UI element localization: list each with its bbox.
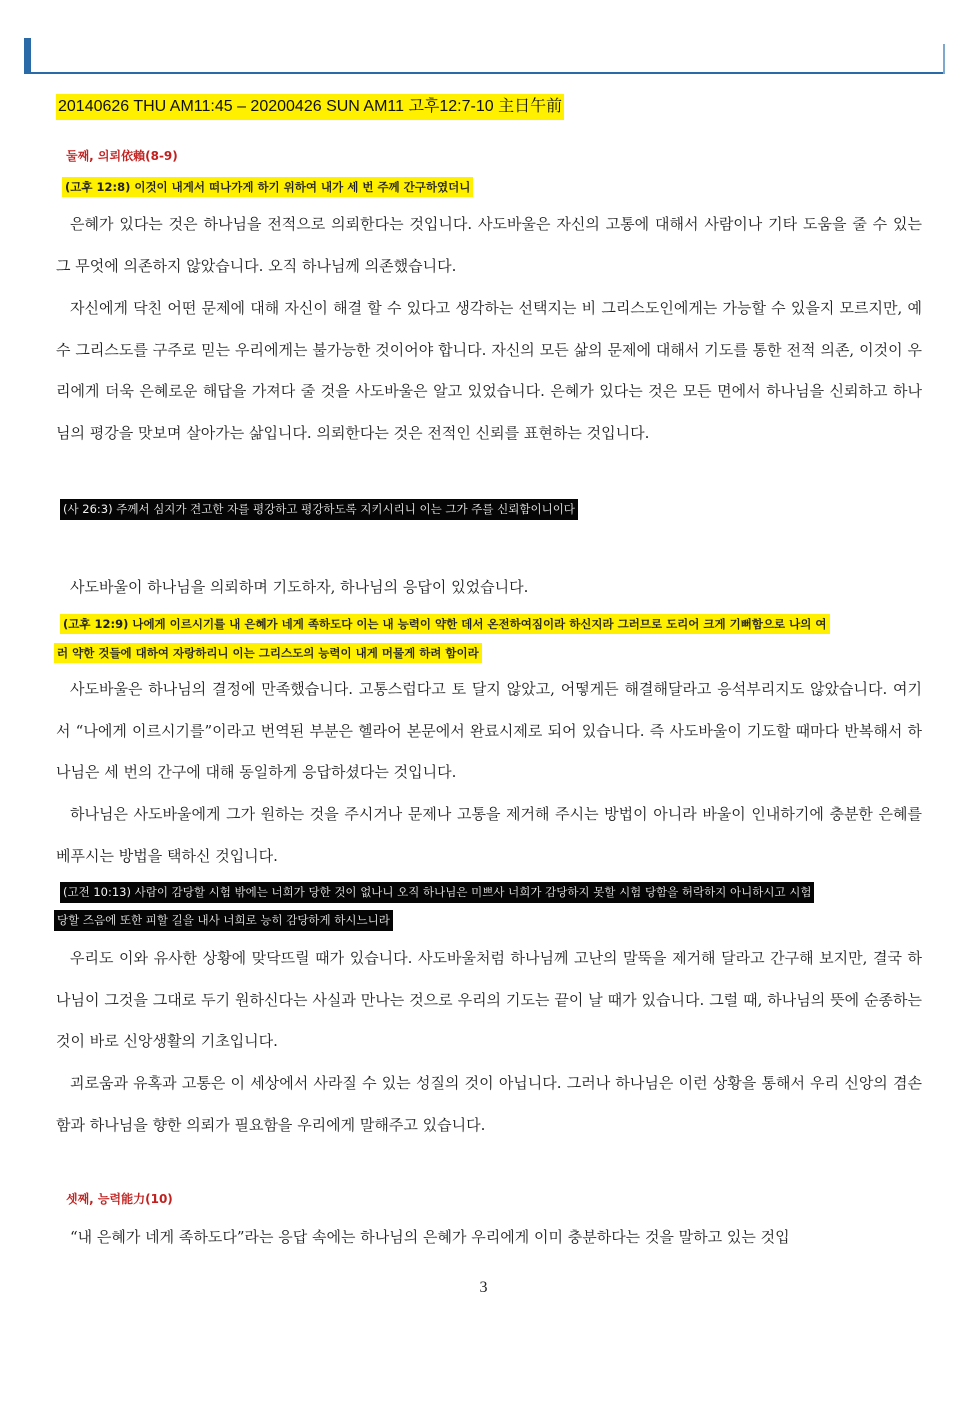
page-number: 3 — [479, 1279, 488, 1296]
paragraph-3: 사도바울이 하나님을 의뢰하며 기도하자, 하나님의 응답이 있었습니다. — [70, 578, 529, 596]
verse-box-1cor-10-13-line2: 당할 즈음에 또한 피할 길을 내사 너희로 능히 감당하게 하시느니라 — [54, 910, 393, 931]
paragraph-7: 괴로움과 유혹과 고통은 이 세상에서 사라질 수 있는 성질의 것이 아닙니다. 그러나 하나님은 이런 상황을 통해서 우리 신앙의 겸손함과 하나님을 향한 의뢰가 필요함을 우리에게 말해주고 있습니다. — [56, 1074, 922, 1134]
document-title: 20140626 THU AM11:45 – 20200426 SUN AM11 고후12:7-10 主日午前 — [56, 94, 564, 120]
section-heading-second: 둘째, 의뢰依賴(8-9) — [66, 149, 178, 163]
section-heading-third: 셋째, 능력能力(10) — [66, 1192, 173, 1206]
header-rule — [30, 72, 945, 74]
paragraph-5: 하나님은 사도바울에게 그가 원하는 것을 주시거나 문제나 고통을 제거해 주시는 방법이 아니라 바울이 인내하기에 충분한 은혜를 베푸시는 방법을 택하신 것입니다. — [56, 805, 922, 865]
paragraph-4: 사도바울은 하나님의 결정에 만족했습니다. 고통스럽다고 토 달지 않았고, 어떻게든 해결해달라고 응석부리지도 않았습니다. 여기서 “나에게 이르시기를”이라고 번역된 부분은 헬라어 본문에서 완료시제로 되어 있습니다. 즉 사도바울이 기도할 때마다 반복해서 하나님은 세 번의 간구에 대해 동일하게 응답하셨다는 것입니다. — [56, 680, 922, 781]
verse-box-1cor-10-13-line1: (고전 10:13) 사람이 감당할 시험 밖에는 너희가 당한 것이 없나니 오직 하나님은 미쁘사 너희가 감당하지 못할 시험 당함을 허락하지 아니하시고 시험 — [60, 882, 814, 903]
verse-highlight-2cor-12-8: (고후 12:8) 이것이 내게서 떠나가게 하기 위하여 내가 세 번 주께 간구하였더니 — [62, 177, 473, 197]
paragraph-6: 우리도 이와 유사한 상황에 맞닥뜨릴 때가 있습니다. 사도바울처럼 하나님께 고난의 말뚝을 제거해 달라고 간구해 보지만, 결국 하나님이 그것을 그대로 두기 원하신다는 사실과 만나는 것으로 우리의 기도는 끝이 날 때가 있습니다. 그럴 때, 하나님의 뜻에 순종하는 것이 바로 신앙생활의 기초입니다. — [56, 949, 922, 1050]
paragraph-2: 자신에게 닥친 어떤 문제에 대해 자신이 해결 할 수 있다고 생각하는 선택지는 비 그리스도인에게는 가능할 수 있을지 모르지만, 예수 그리스도를 구주로 믿는 우리에게는 불가능한 것이어야 합니다. 자신의 모든 삶의 문제에 대해서 기도를 통한 전적 의존, 이것이 우리에게 더욱 은혜로운 해답을 가져다 줄 것을 사도바울은 알고 있었습니다. 은혜가 있다는 것은 모든 면에서 하나님을 신뢰하고 하나님의 평강을 맛보며 살아가는 삶입니다. 의뢰한다는 것은 전적인 신뢰를 표현하는 것입니다. — [56, 299, 922, 442]
paragraph-1: 은혜가 있다는 것은 하나님을 전적으로 의뢰한다는 것입니다. 사도바울은 자신의 고통에 대해서 사람이나 기타 도움을 줄 수 있는 그 무엇에 의존하지 않았습니다. 오직 하나님께 의존했습니다. — [56, 215, 922, 275]
header-accent-bar — [24, 38, 31, 74]
verse-box-isa-26-3: (사 26:3) 주께서 심지가 견고한 자를 평강하고 평강하도록 지키시리니 이는 그가 주를 신뢰함이니이다 — [60, 499, 578, 520]
verse-highlight-2cor-12-9-line1: (고후 12:9) 나에게 이르시기를 내 은혜가 네게 족하도다 이는 내 능력이 약한 데서 온전하여짐이라 하신지라 그러므로 도리어 크게 기뻐함으로 나의 여 — [60, 614, 830, 634]
header-rule-end — [943, 44, 945, 74]
verse-highlight-2cor-12-9-line2: 러 약한 것들에 대하여 자랑하리니 이는 그리스도의 능력이 내게 머물게 하려 함이라 — [54, 643, 482, 663]
paragraph-8: “내 은혜가 네게 족하도다”라는 응답 속에는 하나님의 은혜가 우리에게 이미 충분하다는 것을 말하고 있는 것입 — [70, 1228, 790, 1246]
